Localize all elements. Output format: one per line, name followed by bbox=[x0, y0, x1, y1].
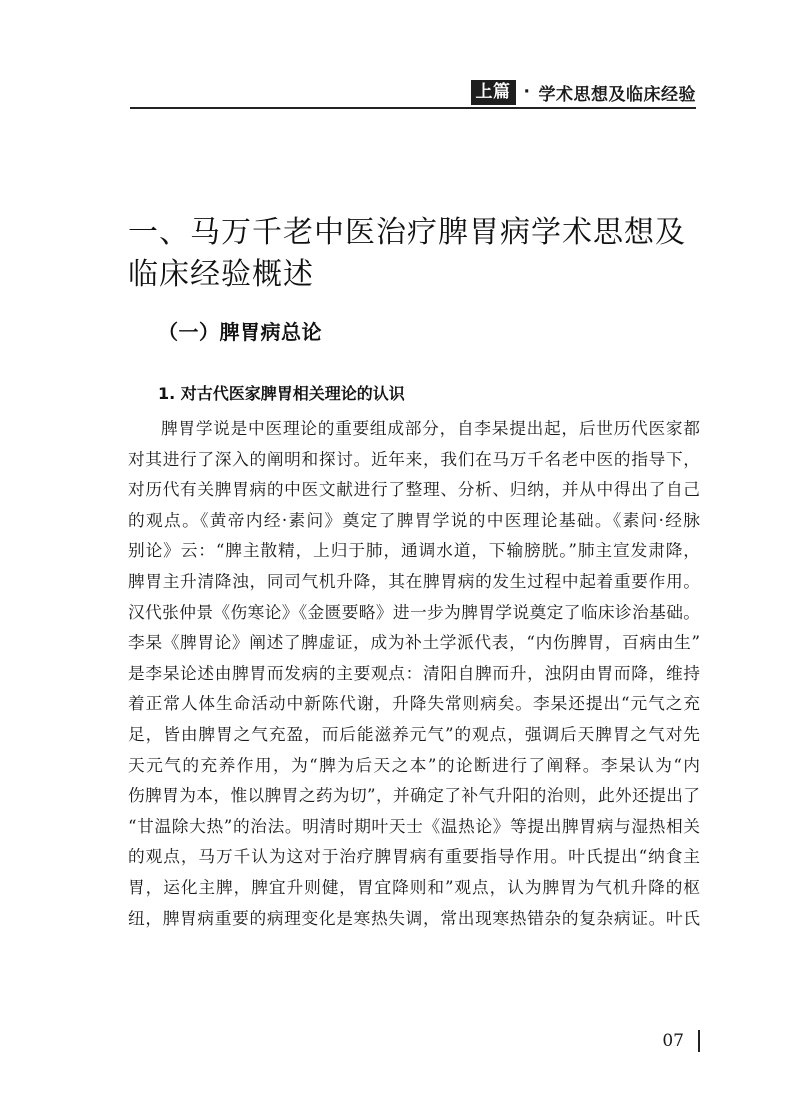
running-header bbox=[471, 79, 696, 105]
body-line: 李杲《脾胃论》阐述了脾虚证，成为补土学派代表，“内伤脾胃，百病由生” bbox=[128, 632, 700, 653]
body-line: 的观点，马万千认为这对于治疗脾胃病有重要指导作用。叶氏提出“纳食主 bbox=[128, 846, 700, 867]
body-line: 纽，脾胃病重要的病理变化是寒热失调，常出现寒热错杂的复杂病证。叶氏 bbox=[128, 907, 700, 928]
body-line: 汉代张仲景《伤寒论》《金匮要略》进一步为脾胃学说奠定了临床诊治基础。 bbox=[128, 601, 700, 622]
header-part-tag: 上篇 bbox=[471, 80, 516, 105]
body-line: 的观点。《黄帝内经·素问》奠定了脾胃学说的中医理论基础。《素问·经脉 bbox=[128, 509, 700, 530]
body-line: 着正常人体生命活动中新陈代谢，升降失常则病矣。李杲还提出“元气之充 bbox=[128, 693, 700, 714]
body-line: 脾胃主升清降浊，同司气机升降，其在脾胃病的发生过程中起着重要作用。 bbox=[128, 570, 700, 591]
footer-bar bbox=[698, 1030, 700, 1052]
header-rule bbox=[130, 107, 696, 109]
body-paragraph bbox=[128, 413, 700, 933]
page-number: 07 bbox=[662, 1031, 684, 1051]
body-line: 对历代有关脾胃病的中医文献进行了整理、分析、归纳，并从中得出了自己 bbox=[128, 479, 700, 500]
header-separator: · bbox=[523, 82, 531, 102]
body-line: “甘温除大热”的治法。明清时期叶天士《温热论》等提出脾胃病与湿热相关 bbox=[128, 815, 700, 836]
body-line: 是李杲论述由脾胃而发病的主要观点：清阳自脾而升，浊阴由胃而降，维持 bbox=[128, 662, 700, 683]
body-line: 对其进行了深入的阐明和探讨。近年来，我们在马万千名老中医的指导下， bbox=[128, 448, 700, 469]
subsection-title: 1. 对古代医家脾胃相关理论的认识 bbox=[158, 384, 405, 403]
body-line: 伤脾胃为本，惟以脾胃之药为切”，并确定了补气升阳的治则，此外还提出了 bbox=[128, 785, 700, 806]
body-line: 脾胃学说是中医理论的重要组成部分，自李杲提出起，后世历代医家都 bbox=[161, 418, 700, 438]
body-line: 胃，运化主脾，脾宜升则健，胃宜降则和”观点，认为脾胃为气机升降的枢 bbox=[128, 876, 700, 897]
section-title: （一）脾胃病总论 bbox=[158, 320, 322, 344]
header-title: 学术思想及临床经验 bbox=[538, 84, 696, 105]
body-line: 足，皆由脾胃之气充盈，而后能滋养元气”的观点，强调后天脾胃之气对先 bbox=[128, 723, 700, 744]
body-line: 别论》云：“脾主散精，上归于肺，通调水道，下输膀胱。”肺主宣发肃降， bbox=[128, 540, 700, 561]
page-footer bbox=[662, 1030, 700, 1052]
chapter-title: 一、马万千老中医治疗脾胃病学术思想及临床经验概述 bbox=[128, 215, 686, 292]
body-line: 天元气的充养作用，为“脾为后天之本”的论断进行了阐释。李杲认为“内 bbox=[128, 754, 700, 775]
